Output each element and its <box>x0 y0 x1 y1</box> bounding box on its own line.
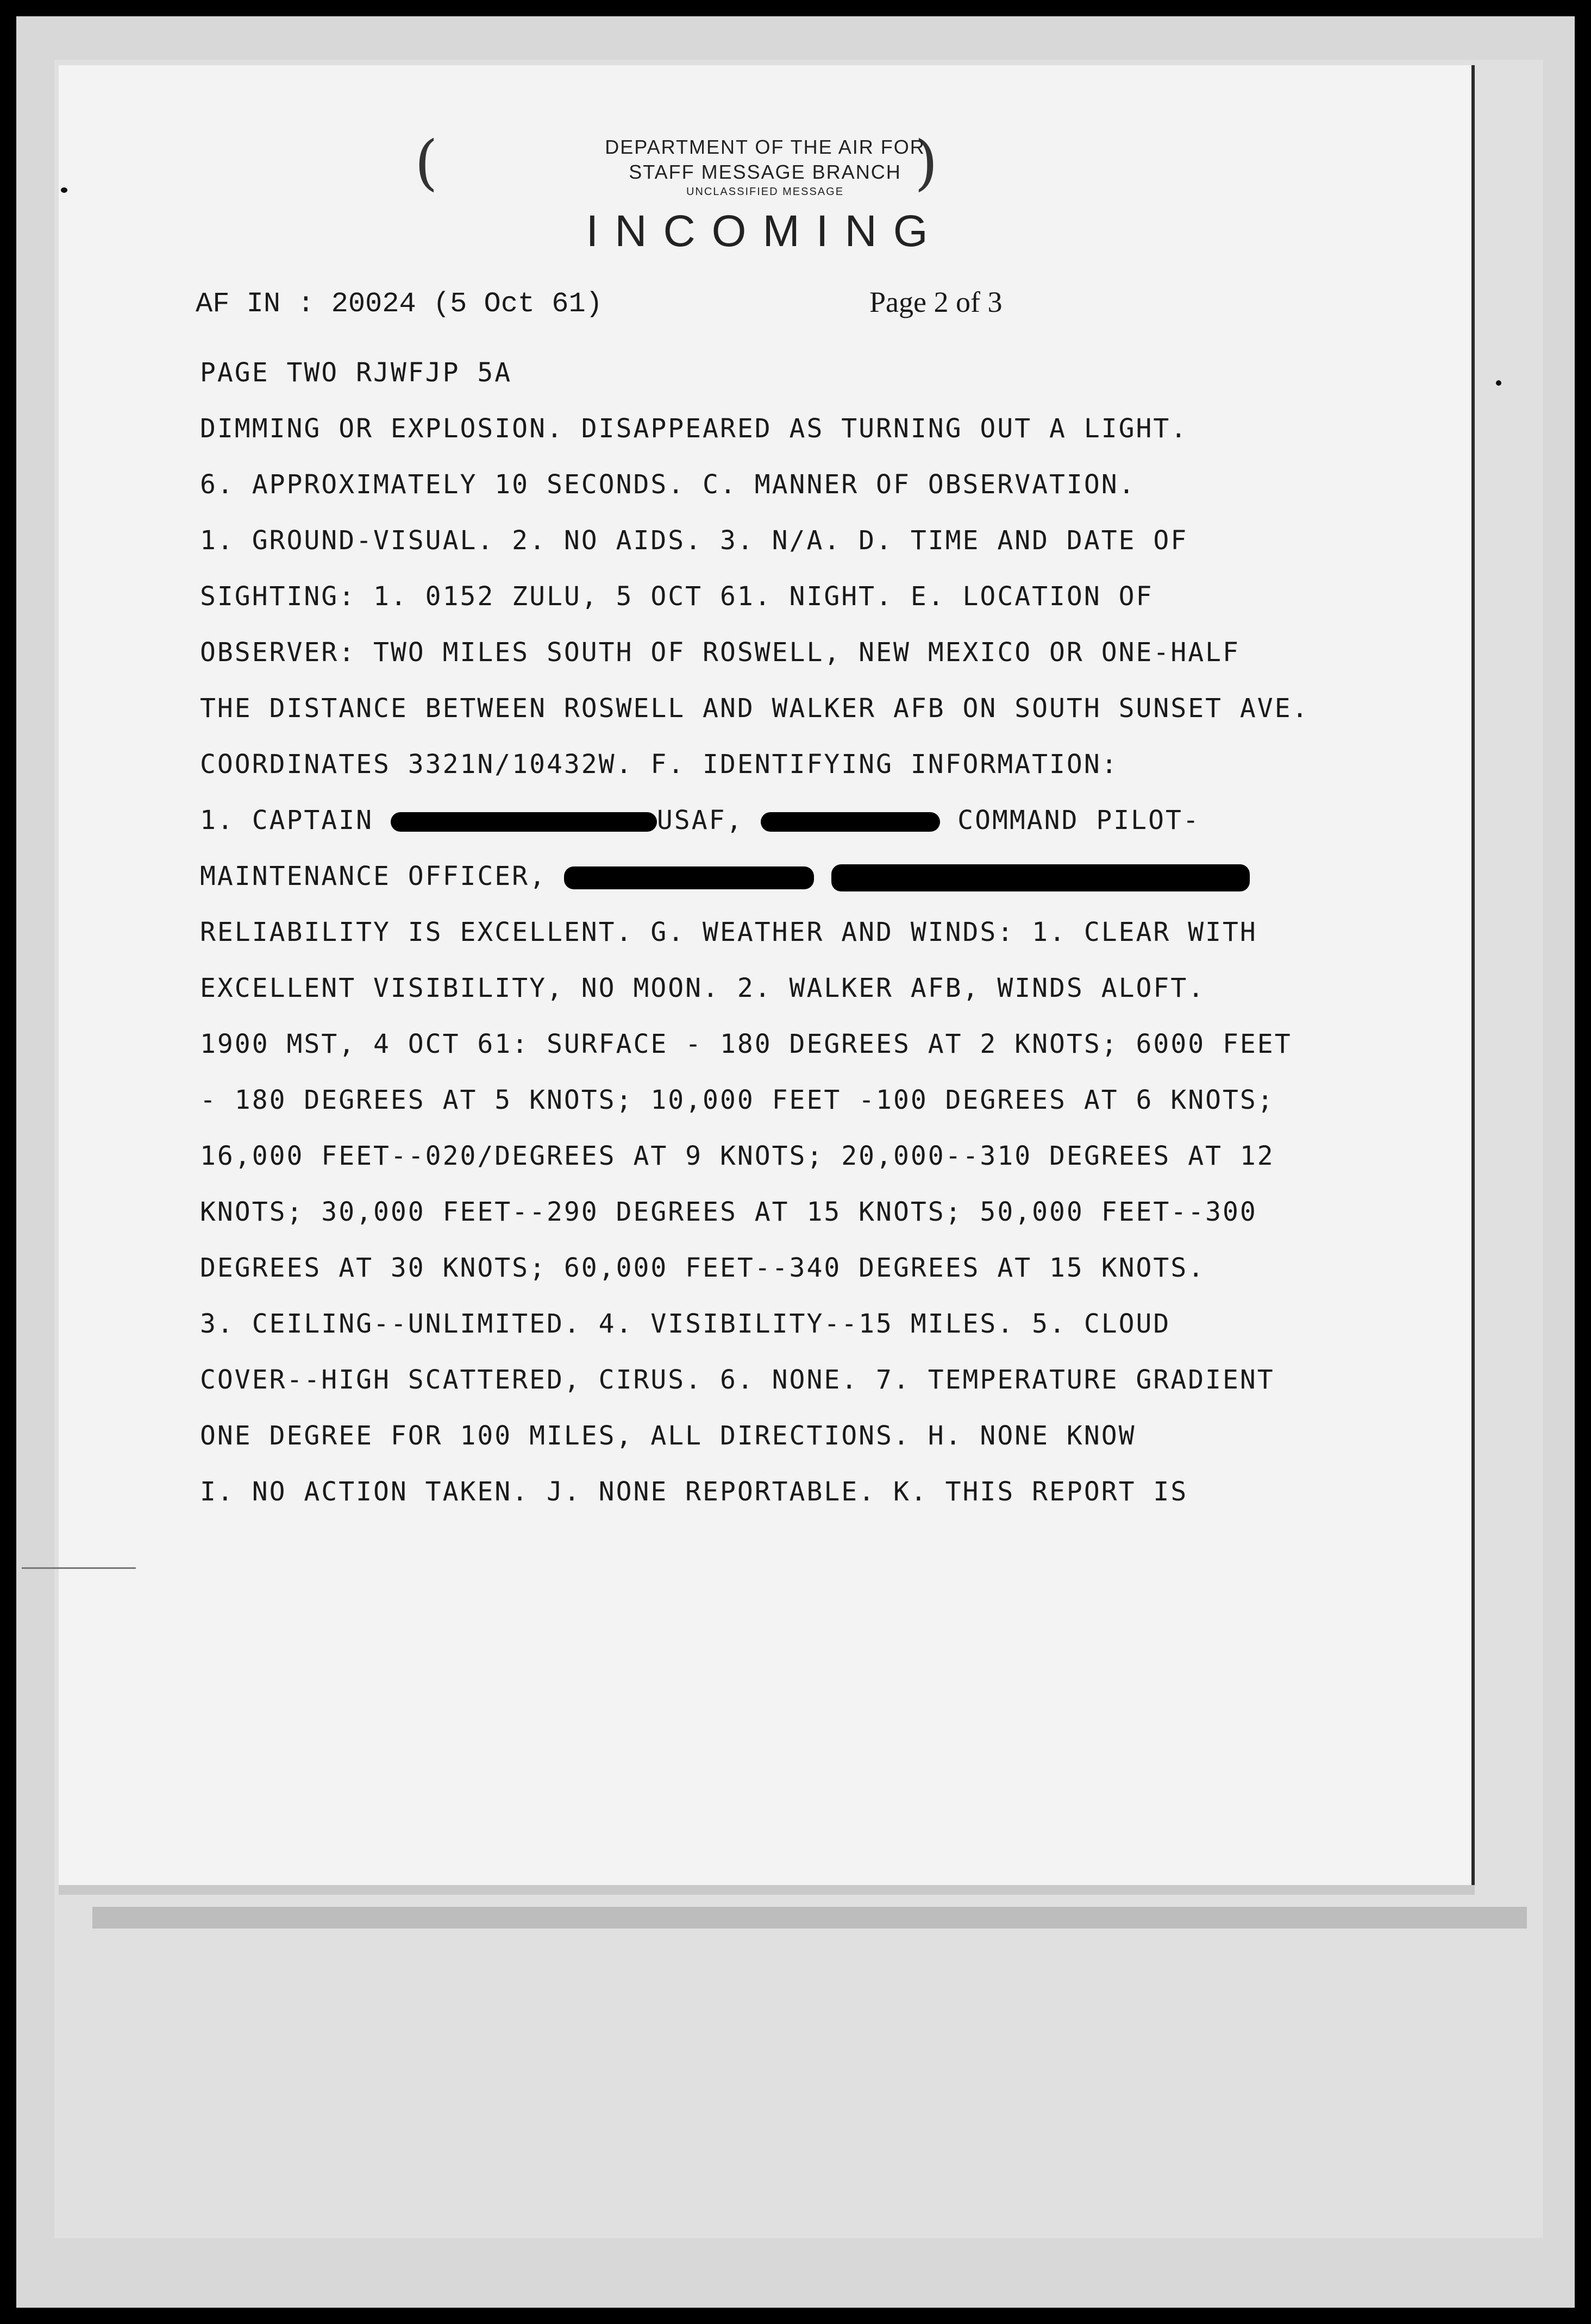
message-header <box>59 136 1471 257</box>
incoming-title: INCOMING <box>586 206 944 256</box>
body-line: DEGREES AT 30 KNOTS; 60,000 FEET--340 DEGREES AT 15 KNOTS. <box>200 1253 1206 1283</box>
scan-speck <box>61 187 67 193</box>
department-title: DEPARTMENT OF THE AIR FOR <box>605 136 925 158</box>
left-bracket-mark: ( <box>415 128 438 197</box>
body-line: COORDINATES 3321N/10432W. F. IDENTIFYING INFORMATION: <box>200 749 1119 780</box>
redacted-line <box>200 861 1250 891</box>
classification-label: UNCLASSIFIED MESSAGE <box>686 186 844 198</box>
body-line: COVER--HIGH SCATTERED, CIRUS. 6. NONE. 7. TEMPERATURE GRADIENT <box>200 1365 1275 1395</box>
paper-edge <box>92 1907 1527 1929</box>
page-number: Page 2 of 3 <box>869 286 1003 318</box>
branch-title: STAFF MESSAGE BRANCH <box>629 161 901 183</box>
body-line: PAGE TWO RJWFJP 5A <box>200 357 512 388</box>
redacted-line-middle: USAF, <box>656 805 761 836</box>
body-line: 1900 MST, 4 OCT 61: SURFACE - 180 DEGREES AT 2 KNOTS; 6000 FEET <box>200 1029 1292 1059</box>
redacted-line <box>200 805 1200 836</box>
body-line: ONE DEGREE FOR 100 MILES, ALL DIRECTIONS. H. NONE KNOW <box>200 1421 1136 1451</box>
body-line: 6. APPROXIMATELY 10 SECONDS. C. MANNER OF OBSERVATION. <box>200 469 1136 500</box>
margin-rule <box>22 1567 136 1569</box>
redaction-bar <box>831 864 1250 891</box>
redacted-line-prefix: MAINTENANCE OFFICER, <box>200 861 547 891</box>
body-line: DIMMING OR EXPLOSION. DISAPPEARED AS TURNING OUT A LIGHT. <box>200 413 1188 444</box>
body-line: 1. GROUND-VISUAL. 2. NO AIDS. 3. N/A. D. TIME AND DATE OF <box>200 525 1188 556</box>
right-bracket-mark: ) <box>914 128 938 197</box>
redacted-line-prefix: 1. CAPTAIN <box>200 805 391 836</box>
body-line: 16,000 FEET--020/DEGREES AT 9 KNOTS; 20,000--310 DEGREES AT 12 <box>200 1141 1275 1171</box>
redacted-line-suffix: COMMAND PILOT- <box>940 805 1200 836</box>
body-line: KNOTS; 30,000 FEET--290 DEGREES AT 15 KNOTS; 50,000 FEET--300 <box>200 1197 1257 1227</box>
body-line: SIGHTING: 1. 0152 ZULU, 5 OCT 61. NIGHT. E. LOCATION OF <box>200 581 1154 612</box>
scan-speck <box>1496 380 1501 386</box>
message-page <box>59 65 1475 1885</box>
redaction-bar <box>391 812 657 832</box>
body-line: I. NO ACTION TAKEN. J. NONE REPORTABLE. K. THIS REPORT IS <box>200 1477 1188 1507</box>
body-line: OBSERVER: TWO MILES SOUTH OF ROSWELL, NEW MEXICO OR ONE-HALF <box>200 637 1240 668</box>
body-line: RELIABILITY IS EXCELLENT. G. WEATHER AND WINDS: 1. CLEAR WITH <box>200 917 1257 947</box>
body-line: EXCELLENT VISIBILITY, NO MOON. 2. WALKER AFB, WINDS ALOFT. <box>200 973 1206 1003</box>
af-in-number: AF IN : 20024 (5 Oct 61) <box>196 288 603 320</box>
body-line: THE DISTANCE BETWEEN ROSWELL AND WALKER AFB ON SOUTH SUNSET AVE. <box>200 693 1310 724</box>
body-line: - 180 DEGREES AT 5 KNOTS; 10,000 FEET -100 DEGREES AT 6 KNOTS; <box>200 1085 1275 1115</box>
redaction-bar <box>564 866 814 889</box>
redaction-bar <box>761 812 940 832</box>
body-line: 3. CEILING--UNLIMITED. 4. VISIBILITY--15 MILES. 5. CLOUD <box>200 1309 1171 1339</box>
